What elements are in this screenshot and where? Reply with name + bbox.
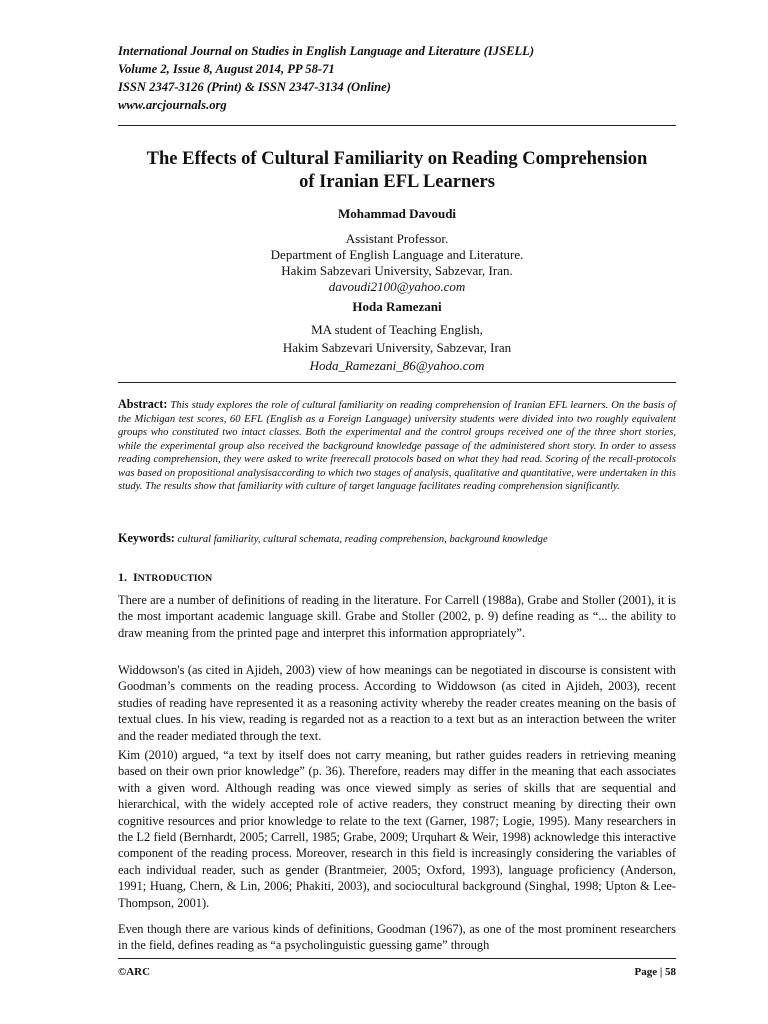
journal-name: International Journal on Studies in English Language and Literature (IJSELL) [118, 44, 535, 58]
abstract-label: Abstract: [118, 397, 168, 411]
author-2-university: Hakim Sabzevari University, Sabzevar, Iran [282, 340, 512, 355]
journal-website: www.arcjournals.org [118, 98, 227, 112]
author-2-position: MA student of Teaching English, [311, 322, 483, 337]
footer-copyright: ©ARC [118, 966, 151, 978]
paper-title [100, 148, 694, 194]
author-name-2: Hoda Ramezani [352, 299, 442, 314]
paper-title-line-2: of Iranian EFL Learners [299, 172, 495, 192]
header-rule [118, 125, 676, 126]
paragraph-3: Kim (2010) argued, “a text by itself does not carry meaning, but rather guides readers in retrieving meaning based on their own prior knowledge” (p. 36). Therefore, readers may differ in the meaning that each associates with a given word. Although reading was once viewed simply as series of skills that are sequential and hierarchical, with the widely accepted role of active readers, they construct meaning by directing their own cognitive resources and prior knowledge to relate to the text (Garner, 1987; Logie, 1995). Many researchers in the L2 field (Bernhardt, 2005; Carrell, 1985; Grabe, 2009; Urquhart & Weir, 1998) acknowledge this interactive component of the reading process. Moreover, research in this field is increasingly considering the variables of each individual reader, such as gender (Brantmeier, 2005; Oxford, 1993), language proficiency (Anderson, 1991; Huang, Chern, & Lin, 2006; Phakiti, 2003), and sociocultural background (Singhal, 1998; Upton & Lee-Thompson, 2001). [118, 748, 676, 910]
author-name-1: Mohammad Davoudi [337, 206, 457, 221]
journal-volume: Volume 2, Issue 8, August 2014, PP 58-71 [118, 62, 335, 76]
abstract-text: This study explores the role of cultural familiarity on reading comprehension of Iranian EFL learners. On the basis of the Michigan test scores, 60 EFL (English as a Foreign Language) university students were divided into two roughly equivalent groups who constituted two intact classes. Both the experimental and the control groups received one of the three short stories, while the experimental group also received the background knowledge passage of the administered short story. In order to assess reading comprehension, they were asked to write freerecall protocols based on what they had read. Scoring of the recall-protocols was based on propositional analysisaccording to which two stages of analysis, qualitative and quantitative, were undertaken in this study. The results show that familiarity with culture of target language facilitates reading comprehension significantly. [118, 400, 676, 492]
author-2-email: Hoda_Ramezani_86@yahoo.com [309, 358, 485, 373]
paragraph-4: Even though there are various kinds of definitions, Goodman (1967), as one of the most prominent researchers in the field, defines reading as “a psycholinguistic guessing game” through [118, 922, 676, 953]
journal-issn: ISSN 2347-3126 (Print) & ISSN 2347-3134 (Online) [118, 80, 391, 94]
keywords-label: Keywords: [118, 531, 175, 545]
abstract-rule [118, 382, 676, 383]
section-number: 1. [118, 570, 127, 584]
page-number: Page | 58 [634, 966, 676, 978]
author-affiliation-2 [100, 321, 694, 375]
paragraph-1: There are a number of definitions of reading in the literature. For Carrell (1988a), Grabe and Stoller (2001), it is the most important academic language skill. Grabe and Stoller (2002, p. 9) define reading as “... the ability to draw meaning from the printed page and interpret this information appropriately”. [118, 593, 676, 640]
author-1-department: Department of English Language and Literature. [270, 247, 524, 262]
author-1-position: Assistant Professor. [345, 231, 449, 246]
paragraph-2: Widdowson's (as cited in Ajideh, 2003) view of how meanings can be negotiated in discourse is consistent with Goodman’s comments on the reading process. According to Widdowson (as cited in Ajideh, 2003), recent studies of reading have represented it as a reasoning activity whereby the reader creates meaning on the basis of textual clues. In his view, reading is regarded not as a reaction to a text but as an interaction between the writer and the reader mediated through the text. [118, 663, 676, 743]
author-1-university: Hakim Sabzevari University, Sabzevar, Iran. [281, 263, 513, 278]
section-initial: I [133, 570, 138, 584]
section-heading [118, 570, 212, 585]
section-title-rest: NTRODUCTION [137, 573, 213, 584]
journal-header [118, 42, 678, 114]
keywords [118, 531, 678, 546]
author-1-email: davoudi2100@yahoo.com [328, 279, 466, 294]
page-footer [118, 966, 676, 978]
abstract [118, 398, 676, 494]
paper-title-line-1: The Effects of Cultural Familiarity on Reading Comprehension [146, 149, 648, 169]
author-affiliation-1 [100, 231, 694, 295]
keywords-text: cultural familiarity, cultural schemata, reading comprehension, background knowledge [177, 534, 548, 545]
footer-rule [118, 958, 676, 959]
